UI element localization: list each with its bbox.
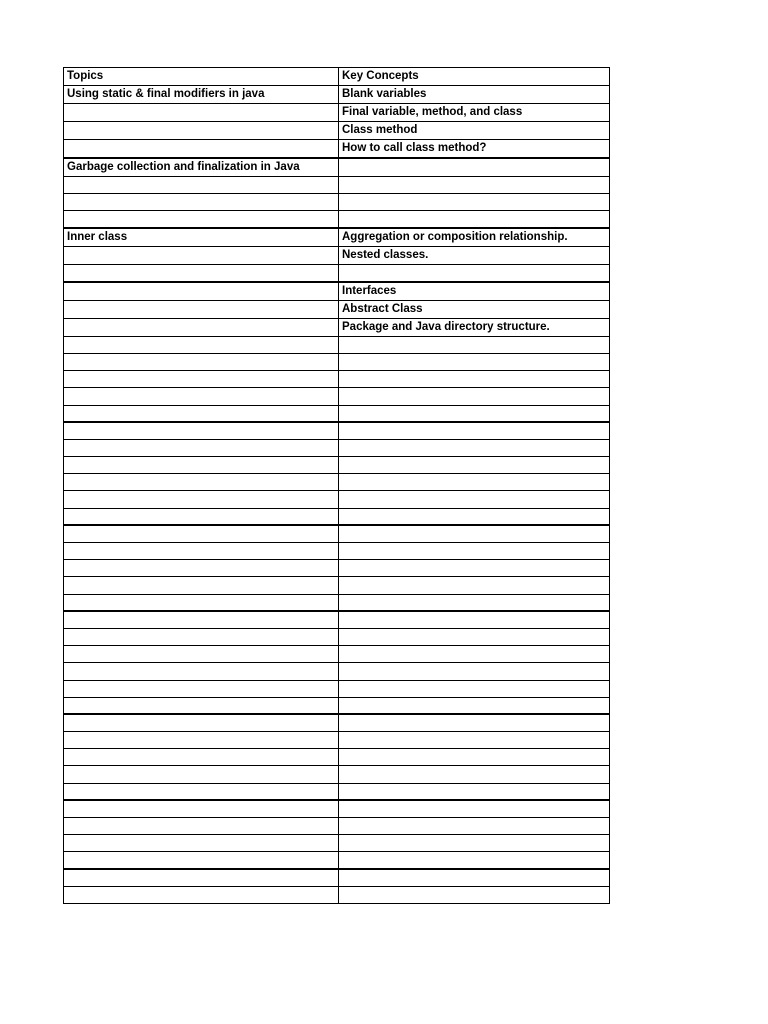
key-concept-cell[interactable] [339, 818, 610, 835]
key-concept-cell[interactable] [339, 194, 610, 211]
key-concept-cell[interactable] [339, 457, 610, 474]
key-concept-cell[interactable]: How to call class method? [339, 140, 610, 159]
table-row [64, 300, 610, 318]
header-topics[interactable]: Topics [64, 68, 339, 86]
topic-cell[interactable] [64, 457, 339, 474]
table-row [64, 749, 610, 766]
table-row [64, 577, 610, 594]
topic-cell[interactable] [64, 714, 339, 731]
table-row [64, 247, 610, 265]
topic-cell[interactable] [64, 247, 339, 265]
topic-cell[interactable] [64, 353, 339, 370]
key-concept-cell[interactable]: Class method [339, 122, 610, 140]
topic-cell[interactable] [64, 371, 339, 388]
key-concept-cell[interactable] [339, 697, 610, 714]
key-concept-cell[interactable] [339, 336, 610, 353]
topic-cell[interactable] [64, 886, 339, 903]
topic-cell[interactable] [64, 211, 339, 228]
key-concept-cell[interactable] [339, 783, 610, 800]
table-row [64, 388, 610, 405]
key-concept-cell[interactable] [339, 525, 610, 542]
topic-cell[interactable] [64, 749, 339, 766]
key-concept-cell[interactable] [339, 852, 610, 869]
key-concept-cell[interactable] [339, 371, 610, 388]
key-concept-cell[interactable] [339, 749, 610, 766]
table-row [64, 628, 610, 645]
topic-cell[interactable] [64, 491, 339, 508]
topic-cell[interactable] [64, 318, 339, 336]
key-concept-cell[interactable] [339, 663, 610, 680]
table-row [64, 140, 610, 159]
key-concept-cell[interactable] [339, 474, 610, 491]
key-concept-cell[interactable] [339, 405, 610, 422]
topic-cell[interactable]: Using static & final modifiers in java [64, 86, 339, 104]
key-concept-cell[interactable] [339, 422, 610, 439]
key-concept-cell[interactable] [339, 158, 610, 177]
header-row [64, 68, 610, 86]
topic-cell[interactable]: Inner class [64, 228, 339, 247]
topic-cell[interactable] [64, 508, 339, 525]
topic-cell[interactable] [64, 104, 339, 122]
key-concept-cell[interactable] [339, 732, 610, 749]
topics-table [63, 67, 610, 904]
key-concept-cell[interactable]: Interfaces [339, 282, 610, 301]
table-row [64, 474, 610, 491]
table-row [64, 228, 610, 247]
topic-cell[interactable] [64, 835, 339, 852]
table-row [64, 697, 610, 714]
table-row [64, 508, 610, 525]
table-row [64, 646, 610, 663]
key-concept-cell[interactable] [339, 628, 610, 645]
key-concept-cell[interactable]: Abstract Class [339, 300, 610, 318]
topic-cell[interactable] [64, 663, 339, 680]
topic-cell[interactable] [64, 194, 339, 211]
table-row [64, 318, 610, 336]
key-concept-cell[interactable] [339, 680, 610, 697]
table-row [64, 800, 610, 817]
table-row [64, 104, 610, 122]
table-row [64, 282, 610, 301]
table-row [64, 122, 610, 140]
topic-cell[interactable] [64, 122, 339, 140]
key-concept-cell[interactable] [339, 611, 610, 628]
table-row [64, 543, 610, 560]
table-row [64, 663, 610, 680]
table-row [64, 525, 610, 542]
topic-cell[interactable] [64, 422, 339, 439]
key-concept-cell[interactable] [339, 353, 610, 370]
key-concept-cell[interactable] [339, 594, 610, 611]
topic-cell[interactable] [64, 852, 339, 869]
key-concept-cell[interactable] [339, 265, 610, 282]
topic-cell[interactable] [64, 265, 339, 282]
table-row [64, 405, 610, 422]
key-concept-cell[interactable] [339, 508, 610, 525]
header-key-concepts[interactable]: Key Concepts [339, 68, 610, 86]
table-row [64, 211, 610, 228]
topic-cell[interactable] [64, 405, 339, 422]
table-row [64, 491, 610, 508]
key-concept-cell[interactable] [339, 560, 610, 577]
key-concept-cell[interactable] [339, 543, 610, 560]
topic-cell[interactable] [64, 680, 339, 697]
table-row [64, 457, 610, 474]
key-concept-cell[interactable]: Nested classes. [339, 247, 610, 265]
topic-cell[interactable] [64, 439, 339, 456]
key-concept-cell[interactable]: Package and Java directory structure. [339, 318, 610, 336]
key-concept-cell[interactable] [339, 886, 610, 903]
table-row [64, 86, 610, 104]
topic-cell[interactable] [64, 646, 339, 663]
topic-cell[interactable] [64, 766, 339, 783]
table-row [64, 680, 610, 697]
key-concept-cell[interactable] [339, 491, 610, 508]
spreadsheet-page [63, 67, 609, 904]
table-row [64, 852, 610, 869]
topic-cell[interactable] [64, 543, 339, 560]
key-concept-cell[interactable] [339, 388, 610, 405]
key-concept-cell[interactable]: Aggregation or composition relationship. [339, 228, 610, 247]
table-row [64, 194, 610, 211]
key-concept-cell[interactable] [339, 577, 610, 594]
table-row [64, 611, 610, 628]
topic-cell[interactable] [64, 300, 339, 318]
key-concept-cell[interactable] [339, 646, 610, 663]
topic-cell[interactable] [64, 869, 339, 886]
table-row [64, 818, 610, 835]
topic-cell[interactable]: Garbage collection and finalization in Java [64, 158, 339, 177]
key-concept-cell[interactable] [339, 714, 610, 731]
topic-cell[interactable] [64, 525, 339, 542]
key-concept-cell[interactable] [339, 835, 610, 852]
topic-cell[interactable] [64, 594, 339, 611]
table-row [64, 371, 610, 388]
table-row [64, 560, 610, 577]
key-concept-cell[interactable] [339, 211, 610, 228]
table-row [64, 732, 610, 749]
table-row [64, 714, 610, 731]
topic-cell[interactable] [64, 282, 339, 301]
key-concept-cell[interactable] [339, 439, 610, 456]
key-concept-cell[interactable] [339, 177, 610, 194]
topic-cell[interactable] [64, 577, 339, 594]
table-row [64, 766, 610, 783]
topic-cell[interactable] [64, 140, 339, 159]
topic-cell[interactable] [64, 697, 339, 714]
table-row [64, 835, 610, 852]
table-row [64, 869, 610, 886]
table-row [64, 158, 610, 177]
topic-cell[interactable] [64, 388, 339, 405]
topic-cell[interactable] [64, 177, 339, 194]
topic-cell[interactable] [64, 628, 339, 645]
table-row [64, 353, 610, 370]
key-concept-cell[interactable] [339, 766, 610, 783]
topic-cell[interactable] [64, 560, 339, 577]
key-concept-cell[interactable]: Final variable, method, and class [339, 104, 610, 122]
topic-cell[interactable] [64, 732, 339, 749]
table-row [64, 594, 610, 611]
key-concept-cell[interactable] [339, 800, 610, 817]
key-concept-cell[interactable]: Blank variables [339, 86, 610, 104]
topic-cell[interactable] [64, 800, 339, 817]
table-body [64, 86, 610, 904]
table-row [64, 783, 610, 800]
table-row [64, 336, 610, 353]
topic-cell[interactable] [64, 336, 339, 353]
topic-cell[interactable] [64, 474, 339, 491]
topic-cell[interactable] [64, 818, 339, 835]
key-concept-cell[interactable] [339, 869, 610, 886]
table-row [64, 439, 610, 456]
table-row [64, 886, 610, 903]
topic-cell[interactable] [64, 783, 339, 800]
table-row [64, 265, 610, 282]
table-row [64, 422, 610, 439]
topic-cell[interactable] [64, 611, 339, 628]
table-row [64, 177, 610, 194]
